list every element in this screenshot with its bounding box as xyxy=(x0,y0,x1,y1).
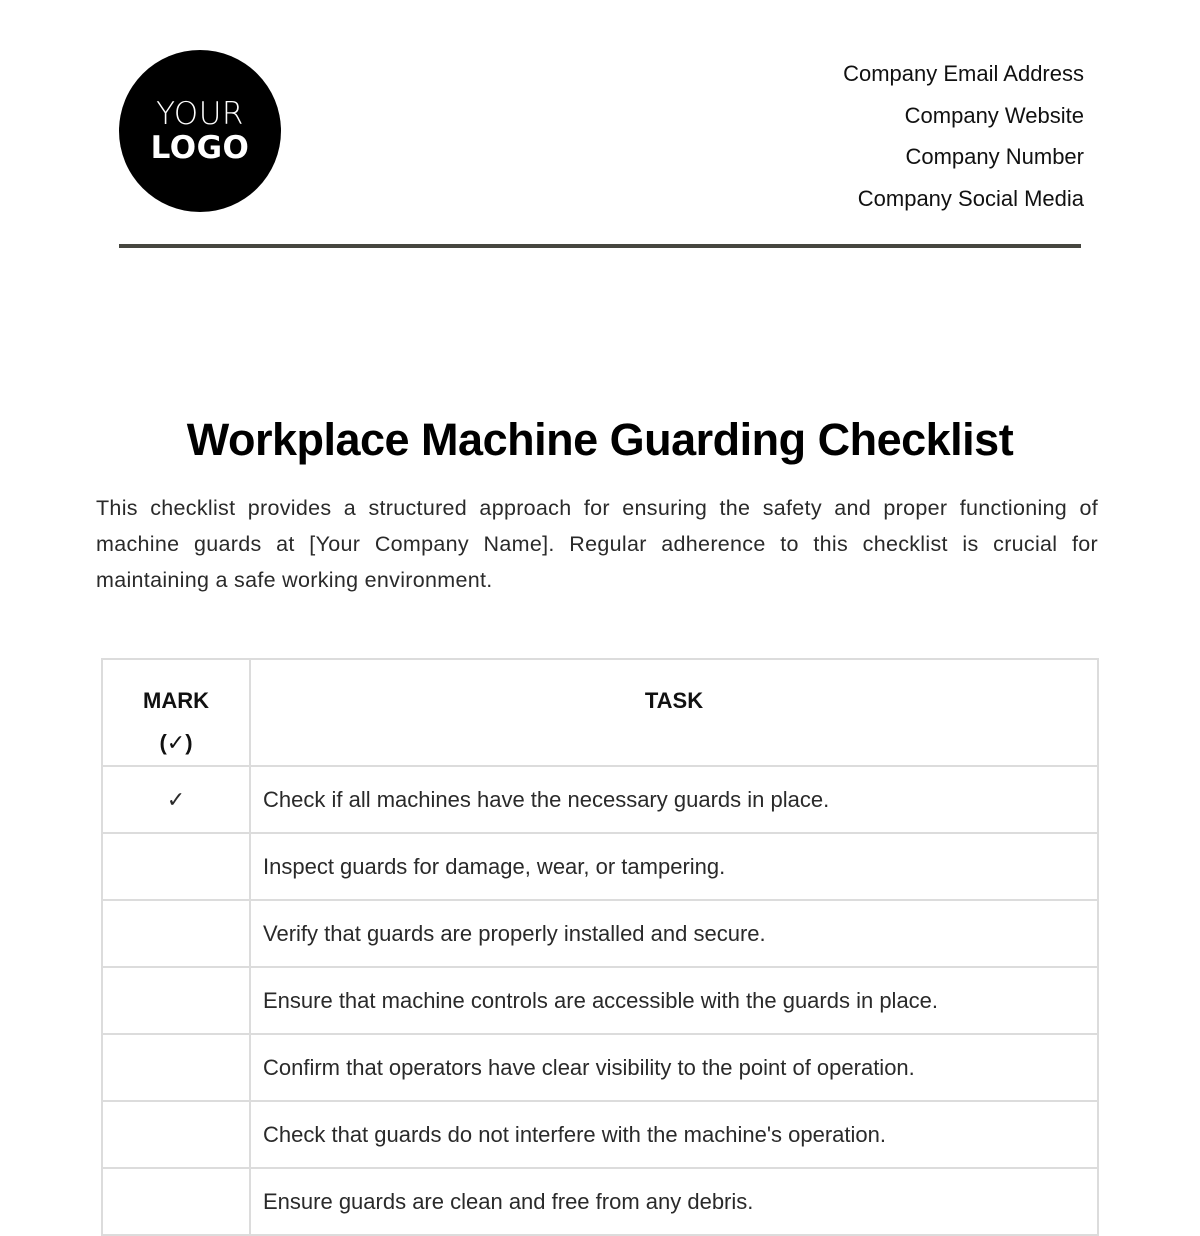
mark-cell[interactable] xyxy=(102,1168,250,1235)
mark-cell[interactable]: ✓ xyxy=(102,766,250,833)
task-cell: Inspect guards for damage, wear, or tampering. xyxy=(250,833,1098,900)
intro-paragraph: This checklist provides a structured approach for ensuring the safety and proper functioning of machine guards at [Your Company Name]. Regular adherence to this checklist is crucial for maintaining a safe working environment. xyxy=(96,496,1098,592)
table-row xyxy=(102,1034,1098,1101)
table-row xyxy=(102,833,1098,900)
logo-text-logo: LOGO xyxy=(150,130,250,166)
task-cell: Verify that guards are properly installed and secure. xyxy=(250,900,1098,967)
document-title: Workplace Machine Guarding Checklist xyxy=(186,414,1014,465)
company-number: Company Number xyxy=(905,144,1084,169)
table-row xyxy=(102,967,1098,1034)
table-header-row xyxy=(102,659,1098,766)
mark-cell[interactable] xyxy=(102,900,250,967)
header-task: TASK xyxy=(250,659,1098,766)
mark-cell[interactable] xyxy=(102,1034,250,1101)
company-website: Company Website xyxy=(904,102,1084,128)
logo-text-your: YOUR xyxy=(156,96,244,132)
mark-cell[interactable] xyxy=(102,833,250,900)
task-cell: Ensure that machine controls are accessible with the guards in place. xyxy=(250,967,1098,1034)
table-row xyxy=(102,900,1098,967)
company-contact-block xyxy=(843,53,1084,219)
task-cell: Check if all machines have the necessary guards in place. xyxy=(250,766,1098,833)
checklist-table xyxy=(101,658,1099,1236)
table-row xyxy=(102,1101,1098,1168)
header-mark xyxy=(102,659,250,766)
task-cell: Check that guards do not interfere with the machine's operation. xyxy=(250,1101,1098,1168)
company-email: Company Email Address xyxy=(843,61,1084,86)
company-logo xyxy=(119,50,281,212)
header-divider xyxy=(119,244,1081,248)
header-mark-label: MARK xyxy=(143,688,209,713)
task-cell: Ensure guards are clean and free from any debris. xyxy=(250,1168,1098,1235)
header-mark-symbol: (✓) xyxy=(159,730,193,755)
company-social-media: Company Social Media xyxy=(857,185,1084,211)
table-row xyxy=(102,766,1098,833)
mark-cell[interactable] xyxy=(102,1101,250,1168)
task-cell: Confirm that operators have clear visibility to the point of operation. xyxy=(250,1034,1098,1101)
mark-cell[interactable] xyxy=(102,967,250,1034)
table-row xyxy=(102,1168,1098,1235)
